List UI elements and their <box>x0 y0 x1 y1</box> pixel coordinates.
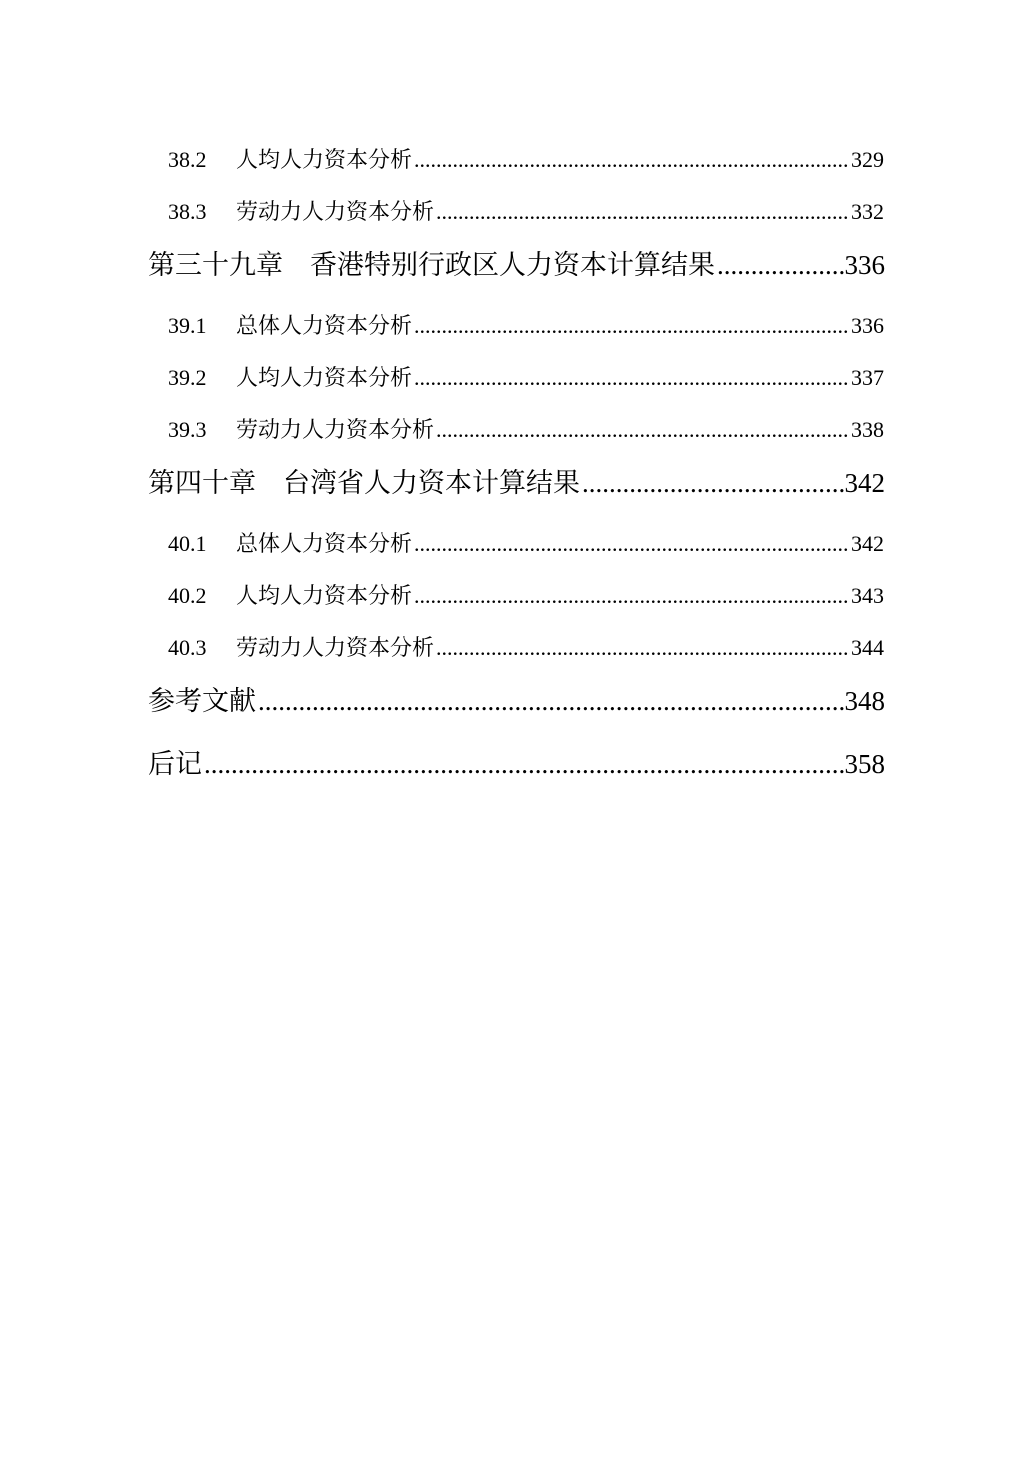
toc-entry-39-2[interactable] <box>168 361 884 392</box>
chapter-title: 香港特别行政区人力资本计算结果 <box>310 250 715 280</box>
chapter-title: 后记 <box>148 749 202 779</box>
toc-entry-40-2[interactable] <box>168 579 884 610</box>
section-title: 劳动力人力资本分析 <box>236 635 435 660</box>
dot-leader <box>414 583 850 609</box>
toc-entry-39-1[interactable] <box>168 309 884 340</box>
section-title: 劳动力人力资本分析 <box>236 199 435 224</box>
page-number: 342 <box>844 468 885 498</box>
dot-leader <box>414 313 850 339</box>
section-number: 40.3 <box>168 635 207 660</box>
dot-leader <box>258 686 844 717</box>
toc-entry-afterword[interactable] <box>148 742 885 781</box>
dot-leader <box>436 635 850 661</box>
dot-leader <box>717 250 844 281</box>
section-title: 总体人力资本分析 <box>236 313 413 338</box>
section-number: 39.3 <box>168 417 207 442</box>
toc-entry-40-3[interactable] <box>168 631 884 662</box>
page-number: 348 <box>844 686 885 716</box>
section-number: 39.1 <box>168 313 207 338</box>
chapter-title: 参考文献 <box>148 686 256 716</box>
toc-entry-38-3[interactable] <box>168 195 884 226</box>
section-title: 劳动力人力资本分析 <box>236 417 435 442</box>
page-number: 342 <box>851 531 884 556</box>
page-number: 329 <box>851 147 884 172</box>
section-title: 人均人力资本分析 <box>236 147 413 172</box>
section-title: 人均人力资本分析 <box>236 365 413 390</box>
page-number: 338 <box>851 417 884 442</box>
dot-leader <box>414 147 850 173</box>
toc-entry-38-2[interactable] <box>168 143 884 174</box>
section-number: 40.1 <box>168 531 207 556</box>
toc-chapter-39[interactable] <box>148 243 885 282</box>
section-number: 39.2 <box>168 365 207 390</box>
page-number: 332 <box>851 199 884 224</box>
chapter-title: 台湾省人力资本计算结果 <box>283 468 580 498</box>
page-number: 343 <box>851 583 884 608</box>
dot-leader <box>414 531 850 557</box>
section-number: 38.2 <box>168 147 207 172</box>
dot-leader <box>204 749 844 780</box>
section-title: 人均人力资本分析 <box>236 583 413 608</box>
toc-chapter-40[interactable] <box>148 461 885 500</box>
page-number: 337 <box>851 365 884 390</box>
toc-entry-references[interactable] <box>148 679 885 718</box>
page-number: 336 <box>851 313 884 338</box>
page-number: 336 <box>844 250 885 280</box>
dot-leader <box>436 199 850 225</box>
section-title: 总体人力资本分析 <box>236 531 413 556</box>
section-number: 38.3 <box>168 199 207 224</box>
toc-entry-40-1[interactable] <box>168 527 884 558</box>
chapter-number: 第三十九章 <box>148 250 283 280</box>
page-number: 344 <box>851 635 884 660</box>
toc-entry-39-3[interactable] <box>168 413 884 444</box>
dot-leader <box>436 417 850 443</box>
section-number: 40.2 <box>168 583 207 608</box>
chapter-number: 第四十章 <box>148 468 256 498</box>
dot-leader <box>582 468 844 499</box>
page-number: 358 <box>844 749 885 779</box>
dot-leader <box>414 365 850 391</box>
